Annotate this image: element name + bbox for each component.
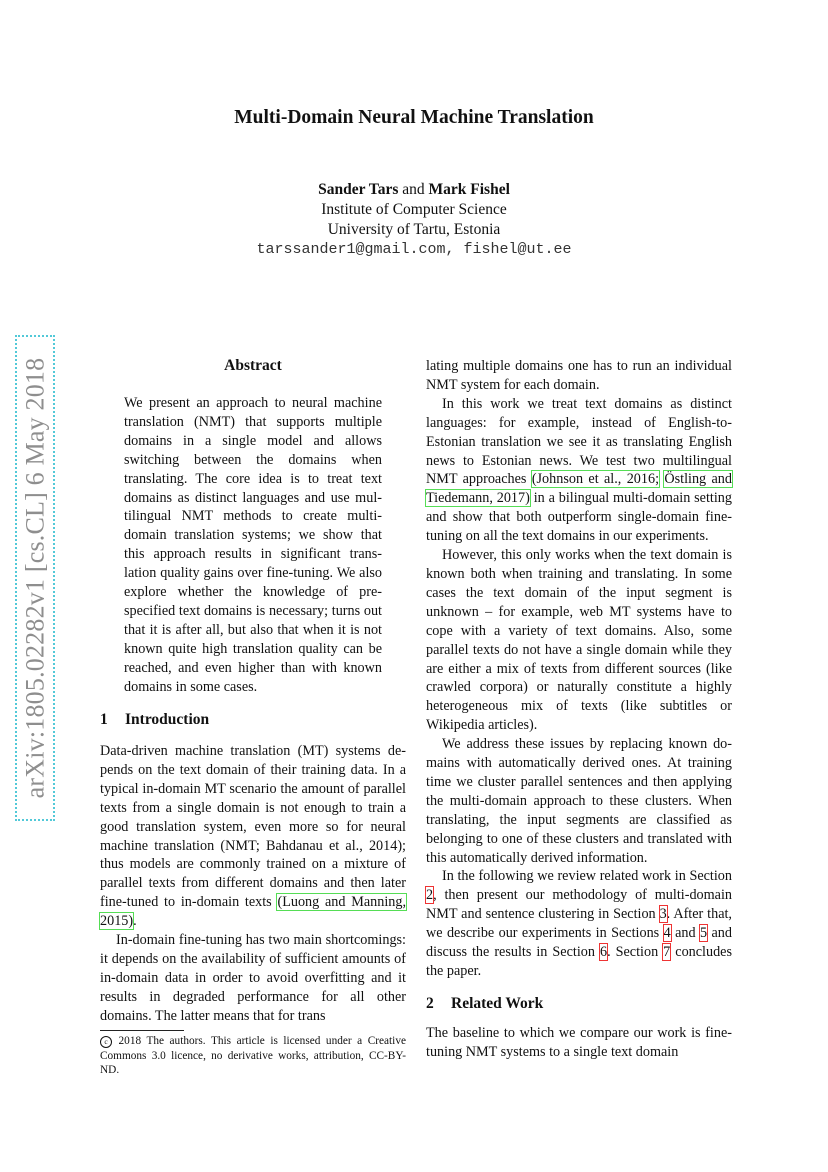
paragraph-text: and bbox=[670, 925, 700, 942]
abstract-heading: Abstract bbox=[224, 357, 282, 374]
author-name-1: Sander Tars bbox=[318, 181, 399, 198]
section-ref-link[interactable]: 7 bbox=[663, 944, 671, 961]
citation-link[interactable]: (Johnson et al., 2016; bbox=[531, 471, 660, 488]
author-emails: tarssander1@gmail.com, fishel@ut.ee bbox=[256, 241, 572, 258]
section-ref-link[interactable]: 4 bbox=[663, 925, 671, 942]
paragraph-text: . After that, we describe our experiments in Sections bbox=[426, 906, 732, 942]
section-title: Introduction bbox=[125, 711, 210, 728]
section-number: 1 bbox=[100, 711, 108, 728]
paragraph-text: In the following we review related work in Section bbox=[442, 868, 732, 885]
left-column bbox=[100, 742, 406, 1026]
section-ref-link[interactable]: 2 bbox=[426, 887, 434, 904]
paragraph-text: , then present our methodology of multi-domain NMT and sentence clustering in Section bbox=[426, 887, 732, 923]
section-number: 2 bbox=[426, 994, 434, 1012]
copyright-footnote bbox=[100, 1034, 406, 1078]
section-title: Related Work bbox=[451, 994, 544, 1012]
arxiv-identifier-text: arXiv:1805.02282v1 [cs.CL] 6 May 2018 bbox=[20, 357, 49, 799]
related-work-paragraph-1: The baseline to which we compare our work is fine-tuning NMT systems to a single text domain bbox=[426, 1024, 732, 1060]
section-heading-introduction bbox=[100, 711, 209, 729]
intro-paragraph-2 bbox=[100, 931, 406, 1026]
section-ref-link[interactable]: 3 bbox=[659, 906, 667, 923]
paragraph-text: In-domain fine-tuning has two main shortcomings: it depends on the availability of sufficient amounts of in-domain data in order to avoid overfitting and it results in degraded performance for all other domains. The latter means that for trans bbox=[100, 932, 406, 1024]
section-ref-link[interactable]: 5 bbox=[700, 925, 708, 942]
paragraph-text: in a bilingual multi-domain setting and show that both outperform single-domain fine-tuning on all the text domains in our experiments. bbox=[426, 490, 732, 545]
intro-paragraph-4: However, this only works when the text domain is known both when training and translating. In some cases the text domain of the input segment is unknown – for example, web MT systems have to cope with a variety of text domains. Also, some parallel texts do not have a single domain while they are either a mix of texts from different sources (like crawled corpora) or naturally constitute a highly heterogeneous mix of texts (like subtitles or Wikipedia articles). bbox=[426, 547, 732, 734]
affiliation-institute: Institute of Computer Science bbox=[321, 201, 507, 218]
paper-title: Multi-Domain Neural Machine Translation bbox=[234, 107, 594, 128]
author-name-2: Mark Fishel bbox=[428, 181, 510, 198]
author-conjunction: and bbox=[402, 181, 425, 198]
citation-link[interactable]: Östling and Tiedemann, 2017) bbox=[426, 471, 732, 507]
right-column bbox=[426, 357, 732, 1062]
paragraph-text: Data-driven machine translation (MT) systems depends on the text domain of their training data. In a typical in-domain MT scenario the amount of parallel texts from a single domain is not enough to train a good translation system, even more so for neural machine translation (NMT; Bahdanau et al., 2014); thus models are commonly trained on a mixture of parallel texts from different domains and then later fine-tuned to in-domain texts bbox=[100, 743, 406, 911]
paragraph-text: In this work we treat text domains as distinct languages: for example, instead of English-to-Estonian translation we see it as translating English news to Estonian news. We test two multilingual NMT approaches bbox=[426, 395, 732, 488]
section-ref-link[interactable]: 6 bbox=[599, 944, 608, 961]
paragraph-text: concludes the paper. bbox=[426, 944, 732, 979]
citation-link[interactable]: (Luong and Manning, 2015) bbox=[100, 894, 407, 930]
footnote-text: 2018 The authors. This article is licensed under a Creative Commons 3.0 licence, no derivative works, attribution, CC-BY-ND. bbox=[100, 1035, 406, 1076]
copyright-icon: c bbox=[100, 1036, 112, 1048]
intro-paragraph-1 bbox=[100, 742, 406, 931]
abstract-body: We present an approach to neural machine translation (NMT) that supports multiple domains in a single model and allows switching between the domains when translating. The core idea is to treat text domains as distinct languages and use multilingual NMT methods to create multidomain translation systems; we show that this approach results in significant translation quality gains over fine-tuning. We also explore whether the knowledge of prespecified text domains is necessary; turns out that it is after all, but also that when it is not known quite high translation quality can be reached, and even higher than with known domains in some cases. bbox=[124, 395, 382, 695]
footnote-divider bbox=[100, 1030, 184, 1031]
intro-paragraph-2-continued: lating multiple domains one has to run an individual NMT system for each domain. bbox=[426, 358, 732, 393]
intro-paragraph-5: We address these issues by replacing known domains with automatically derived ones. At training time we cluster parallel sentences and then applying the multi-domain approach to these clusters. When translating, the input segments are classified as belonging to one of these clusters and translated with this automatically derived information. bbox=[426, 736, 732, 866]
paragraph-text: . Section bbox=[607, 944, 664, 961]
paragraph-text: . bbox=[133, 913, 137, 930]
author-line bbox=[0, 181, 828, 199]
intro-paragraph-3 bbox=[426, 395, 732, 546]
section-heading-related-work bbox=[426, 994, 732, 1014]
arxiv-identifier-stamp[interactable] bbox=[15, 335, 55, 821]
intro-paragraph-6 bbox=[426, 867, 732, 980]
paragraph-text: and discuss the results in Section bbox=[426, 925, 732, 961]
affiliation-university: University of Tartu, Estonia bbox=[327, 221, 501, 238]
